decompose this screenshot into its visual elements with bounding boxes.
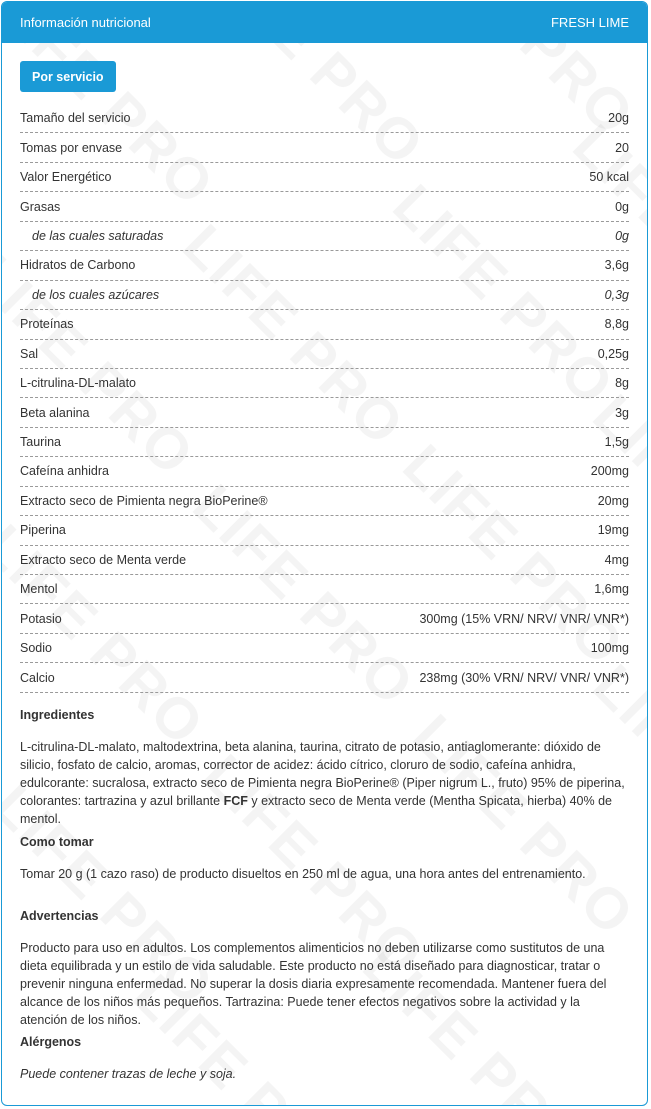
nutrient-label: Sodio — [20, 641, 52, 656]
nutrient-label: de las cuales saturadas — [32, 228, 164, 243]
nutrient-label: Valor Energético — [20, 170, 112, 185]
warnings-section — [20, 907, 629, 1029]
nutrient-label: Taurina — [20, 435, 61, 450]
nutrition-row — [20, 163, 629, 192]
nutrient-label: Calcio — [20, 670, 55, 685]
card-header — [2, 2, 647, 43]
nutrient-label: Tomas por envase — [20, 140, 123, 155]
nutrition-row — [20, 398, 629, 427]
nutrition-row — [20, 310, 629, 339]
card-content — [2, 43, 647, 1105]
nutrient-label: Sal — [20, 346, 39, 361]
nutrient-label: Beta alanina — [20, 405, 90, 420]
nutrient-value: 300mg (15% VRN/ NRV/ VNR/ VNR*) — [419, 611, 629, 626]
nutrient-value: 4mg — [604, 552, 629, 567]
nutrient-label: Proteínas — [20, 317, 74, 332]
ingredients-text: L-citrulina-DL-malato, maltodextrina, beta alanina, taurina, citrato de potasio, antiaglomerante: dióxido de silicio, fosfato de calcio, aromas, corrector de acidez: ácido cítrico, cloruro de sodio, cafeína anhidra, edulcorante: sucralosa, extracto seco de Pimienta negra BioPerine® (Piper nigrum L., fruto) 95% de piperina, colorantes: tartrazina y azul brillante FCF y extracto seco de Menta verde (Mentha Spicata, hierba) 40% de mentol. — [20, 740, 625, 826]
nutrition-row — [20, 281, 629, 310]
nutrition-table — [20, 104, 629, 693]
nutrient-value: 8,8g — [604, 317, 629, 332]
how-to-text: Tomar 20 g (1 cazo raso) de producto disueltos en 250 ml de agua, una hora antes del entrenamiento. — [20, 867, 586, 881]
nutrient-value: 20mg — [597, 493, 629, 508]
nutrition-row — [20, 546, 629, 575]
nutrient-value: 200mg — [590, 464, 629, 479]
allergens-heading: Alérgenos — [20, 1035, 82, 1049]
nutrient-label: Grasas — [20, 199, 61, 214]
nutrient-value: 238mg (30% VRN/ NRV/ VNR/ VNR*) — [419, 670, 629, 685]
nutrient-value: 3g — [615, 405, 629, 420]
per-serving-button[interactable]: Por servicio — [20, 61, 116, 92]
nutrient-label: Hidratos de Carbono — [20, 258, 136, 273]
nutrition-row — [20, 251, 629, 280]
nutrition-row — [20, 663, 629, 692]
nutrient-value: 0,25g — [597, 346, 629, 361]
nutrition-row — [20, 604, 629, 633]
nutrient-label: L-citrulina-DL-malato — [20, 376, 137, 391]
nutrition-row — [20, 575, 629, 604]
nutrient-label: Potasio — [20, 611, 62, 626]
nutrient-value: 8g — [615, 376, 629, 391]
nutrition-row — [20, 222, 629, 251]
nutrient-value: 20g — [608, 111, 629, 126]
warnings-text: Producto para uso en adultos. Los complementos alimenticios no deben utilizarse como sustitutos de una dieta equilibrada y un estilo de vida saludable. Este producto no está diseñado para diagnosticar, tratar o prevenir ninguna enfermedad. No superar la dosis diaria expresamente recomendada. Mantener fuera del alcance de los niños más pequeños. Tartrazina: Puede tener efectos negativos sobre la actividad y la atención de los niños. — [20, 941, 607, 1027]
nutrient-value: 1,5g — [604, 435, 629, 450]
how-to-section — [20, 833, 629, 883]
nutrition-row — [20, 516, 629, 545]
nutrient-label: Cafeína anhidra — [20, 464, 109, 479]
nutrient-label: Extracto seco de Pimienta negra BioPerine® — [20, 493, 268, 508]
nutrient-value: 3,6g — [604, 258, 629, 273]
allergens-section — [20, 1033, 629, 1083]
nutrient-label: Piperina — [20, 523, 66, 538]
nutrition-row — [20, 104, 629, 133]
nutrient-value: 100mg — [590, 641, 629, 656]
how-to-heading: Como tomar — [20, 835, 94, 849]
allergens-text: Puede contener trazas de leche y soja. — [20, 1067, 237, 1081]
nutrient-value: 20 — [615, 140, 629, 155]
nutrient-label: Mentol — [20, 582, 58, 597]
nutrient-label: Tamaño del servicio — [20, 111, 131, 126]
nutrition-row — [20, 369, 629, 398]
nutrition-row — [20, 634, 629, 663]
nutrient-value: 0g — [615, 228, 629, 243]
nutrition-row — [20, 487, 629, 516]
nutrition-row — [20, 192, 629, 221]
nutrient-value: 0,3g — [604, 287, 629, 302]
nutrition-row — [20, 457, 629, 486]
nutrient-label: Extracto seco de Menta verde — [20, 552, 187, 567]
nutrition-card — [1, 1, 648, 1106]
nutrition-row — [20, 133, 629, 162]
flavor-label: FRESH LIME — [550, 15, 629, 30]
header-title: Información nutricional — [20, 15, 151, 30]
nutrition-row — [20, 340, 629, 369]
nutrition-row — [20, 428, 629, 457]
nutrient-value: 1,6mg — [594, 582, 629, 597]
nutrient-value: 50 kcal — [589, 170, 629, 185]
nutrient-label: de los cuales azúcares — [32, 287, 160, 302]
ingredients-heading: Ingredientes — [20, 708, 95, 722]
nutrient-value: 0g — [615, 199, 629, 214]
nutrient-value: 19mg — [597, 523, 629, 538]
warnings-heading: Advertencias — [20, 909, 99, 923]
ingredients-section — [20, 706, 629, 828]
